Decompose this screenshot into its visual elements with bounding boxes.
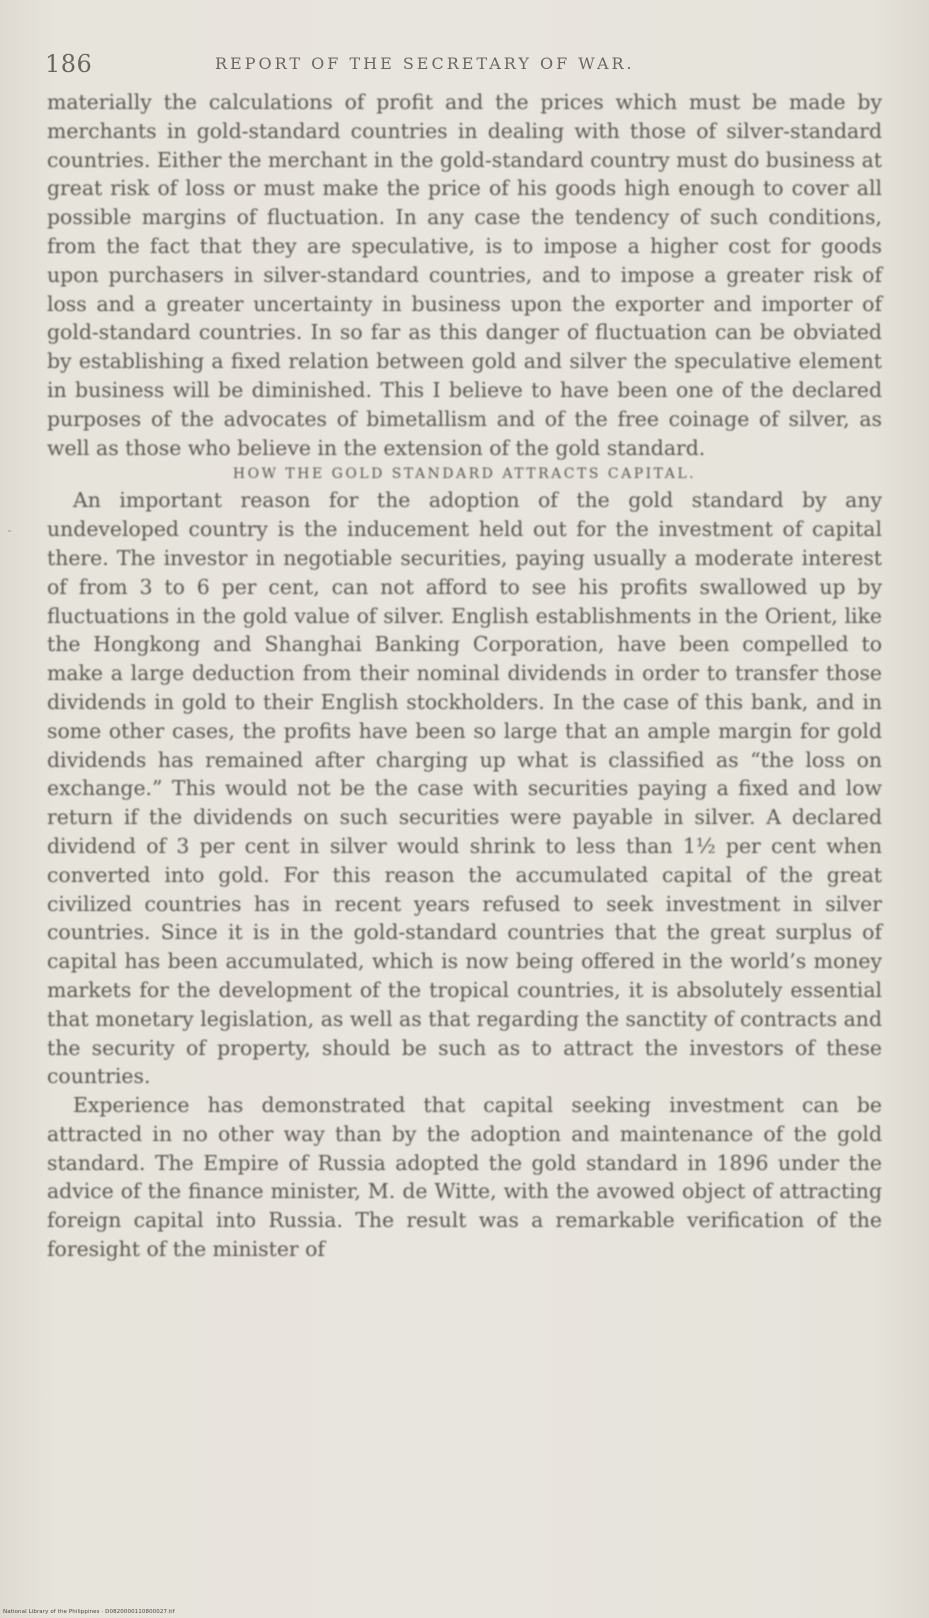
body-text xyxy=(47,88,882,1264)
page-number: 186 xyxy=(45,50,93,78)
paragraph-experience: Experience has demonstrated that capital seeking investment can be attracted in no other way than by the adoption and maintenance of the gold standard. The Empire of Russia adopted the gold standard in 1896 under the advice of the finance minister, M. de Witte, with the avowed object of attracting foreign capital into Russia. The result was a remarkable verification of the foresight of the minister of xyxy=(47,1093,882,1262)
running-head: REPORT OF THE SECRETARY OF WAR. xyxy=(215,54,635,73)
paragraph-continued: materially the calculations of profit and the prices which must be made by merchants in gold-standard countries in dealing with those of silver-standard countries. Either the merchant in the gold-standard country must do business at great risk of loss or must make the price of his goods high enough to cover all possible margins of fluctuation. In any case the tendency of such conditions, from the fact that they are speculative, is to impose a higher cost for goods upon purchasers in silver-standard countries, and to impose a greater risk of loss and a greater uncertainty in business upon the exporter and importer of gold-standard countries. In so far as this danger of fluctuation can be obviated by establishing a fixed relation between gold and silver the speculative element in business will be diminished. This I believe to have been one of the declared purposes of the advocates of bimetallism and of the free coinage of silver, as well as those who believe in the extension of the gold standard. xyxy=(47,90,882,460)
section-heading: HOW THE GOLD STANDARD ATTRACTS CAPITAL. xyxy=(232,466,697,483)
margin-speck xyxy=(8,530,11,532)
scan-credit: National Library of the Philippines · D0820000110800027.tif xyxy=(3,1609,175,1615)
paragraph-gold-standard-capital: An important reason for the adoption of the gold standard by any undeveloped country is the inducement held out for the investment of capital there. The investor in negotiable securities, paying usually a moderate interest of from 3 to 6 per cent, can not afford to see his profits swallowed up by fluctuations in the gold value of silver. English establishments in the Orient, like the Hongkong and Shanghai Banking Corporation, have been compelled to make a large deduction from their nominal dividends in order to transfer those dividends in gold to their English stockholders. In the case of this bank, and in some other cases, the profits have been so large that an ample margin for gold dividends has remained after charging up what is classified as “the loss on exchange.” This would not be the case with securities paying a fixed and low return if the dividends on such securities were payable in silver. A declared dividend of 3 per cent in silver would shrink to less than 1½ per cent when converted into gold. For this reason the accumulated capital of the great civilized countries has in recent years refused to seek investment in silver countries. Since it is in the gold-standard countries that the great surplus of capital has been accumulated, which is now being offered in the world’s money markets for the development of the tropical countries, it is absolutely essential that monetary legislation, as well as that regarding the sanctity of contracts and the security of property, should be such as to attract the investors of these countries. xyxy=(47,488,882,1089)
page-header xyxy=(45,50,885,84)
